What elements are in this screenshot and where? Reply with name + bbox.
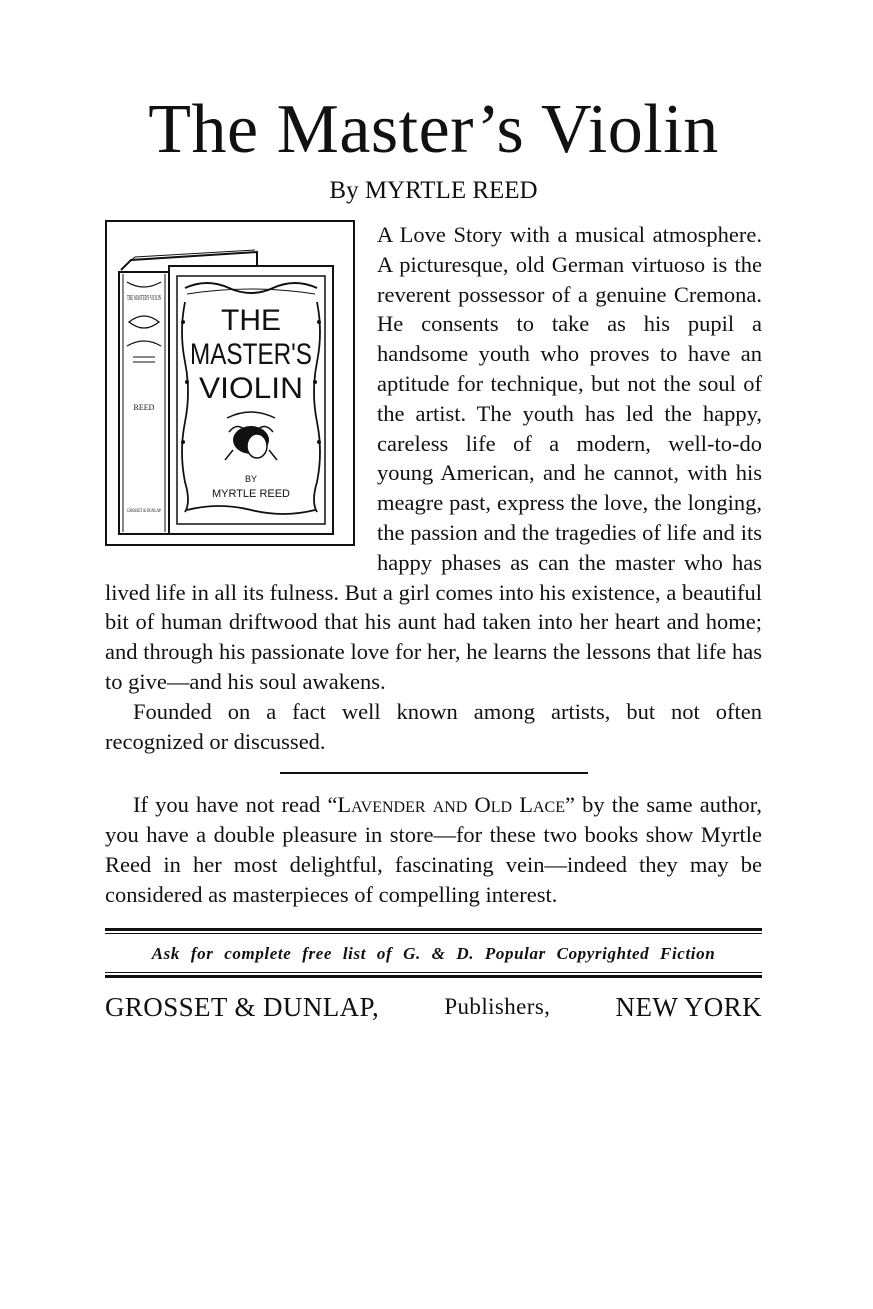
cover-author: MYRTLE REED <box>211 488 291 500</box>
byline: By MYRTLE REED <box>329 177 538 204</box>
cover-title-line2: MASTER'S <box>190 338 312 371</box>
book-description: A Love Story with a musical atmosphere. A picturesque, old German virtuoso is the reverent possessor of a genuine Cremona. He consents to take as his pupil a handsome youth who proves to have an aptitude for technique, but not the soul of the artist. The youth has led the happy, careless life of a modern, well-to-do young American, and he cannot, with his meagre past, express the love, the longing, the passion and the tragedies of life and its happy phases as can the master who has lived life in all its fulness. But a girl comes into his existence, a beautiful bit of human driftwood that his aunt had taken into her heart and home; and through his passionate love for her, he learns the lessons that life has to give—and his soul awakens. <box>105 222 762 694</box>
promo-before: If you have not read <box>133 792 328 818</box>
publisher-role: Publishers, <box>444 994 551 1020</box>
promo-paragraph <box>105 790 762 909</box>
spine-author: REED <box>133 403 155 412</box>
publisher-name: GROSSET & DUNLAP, <box>105 991 380 1022</box>
promo-book-title: “Lavender and Old Lace” <box>327 792 575 818</box>
divider-thin-bottom <box>105 972 762 973</box>
page <box>105 90 762 1023</box>
ask-line: Ask for complete free list of G. & D. Popular Copyrighted Fiction <box>151 943 716 963</box>
page-title: The Master’s Violin <box>148 91 719 168</box>
cover-by: BY <box>244 474 258 484</box>
spine-publisher: GROSSET & DUNLAP <box>127 509 162 514</box>
publisher-city: NEW YORK <box>615 991 762 1022</box>
book-cover-drawing <box>107 222 353 544</box>
founded-note: Founded on a fact well known among artists, but not often recognized or discussed. <box>105 698 762 754</box>
spine-title: THE MASTER'S VIOLIN <box>127 294 161 302</box>
publisher-line <box>105 992 762 1023</box>
cover-title-line1: THE <box>221 304 281 337</box>
divider-heavy-top <box>105 928 762 931</box>
promo-after: by the same author, you have a double pleasure in store—for these two books show Myrtle Reed in her most delightful, fascinating vein—indeed they may be considered as masterpieces of compelling interest. <box>105 792 762 907</box>
book-cover-illustration <box>105 220 355 546</box>
divider-heavy-bottom <box>105 975 762 978</box>
cover-title-line3: VIOLIN <box>199 372 303 405</box>
divider-thin-top <box>105 933 762 934</box>
divider-short <box>280 772 588 774</box>
